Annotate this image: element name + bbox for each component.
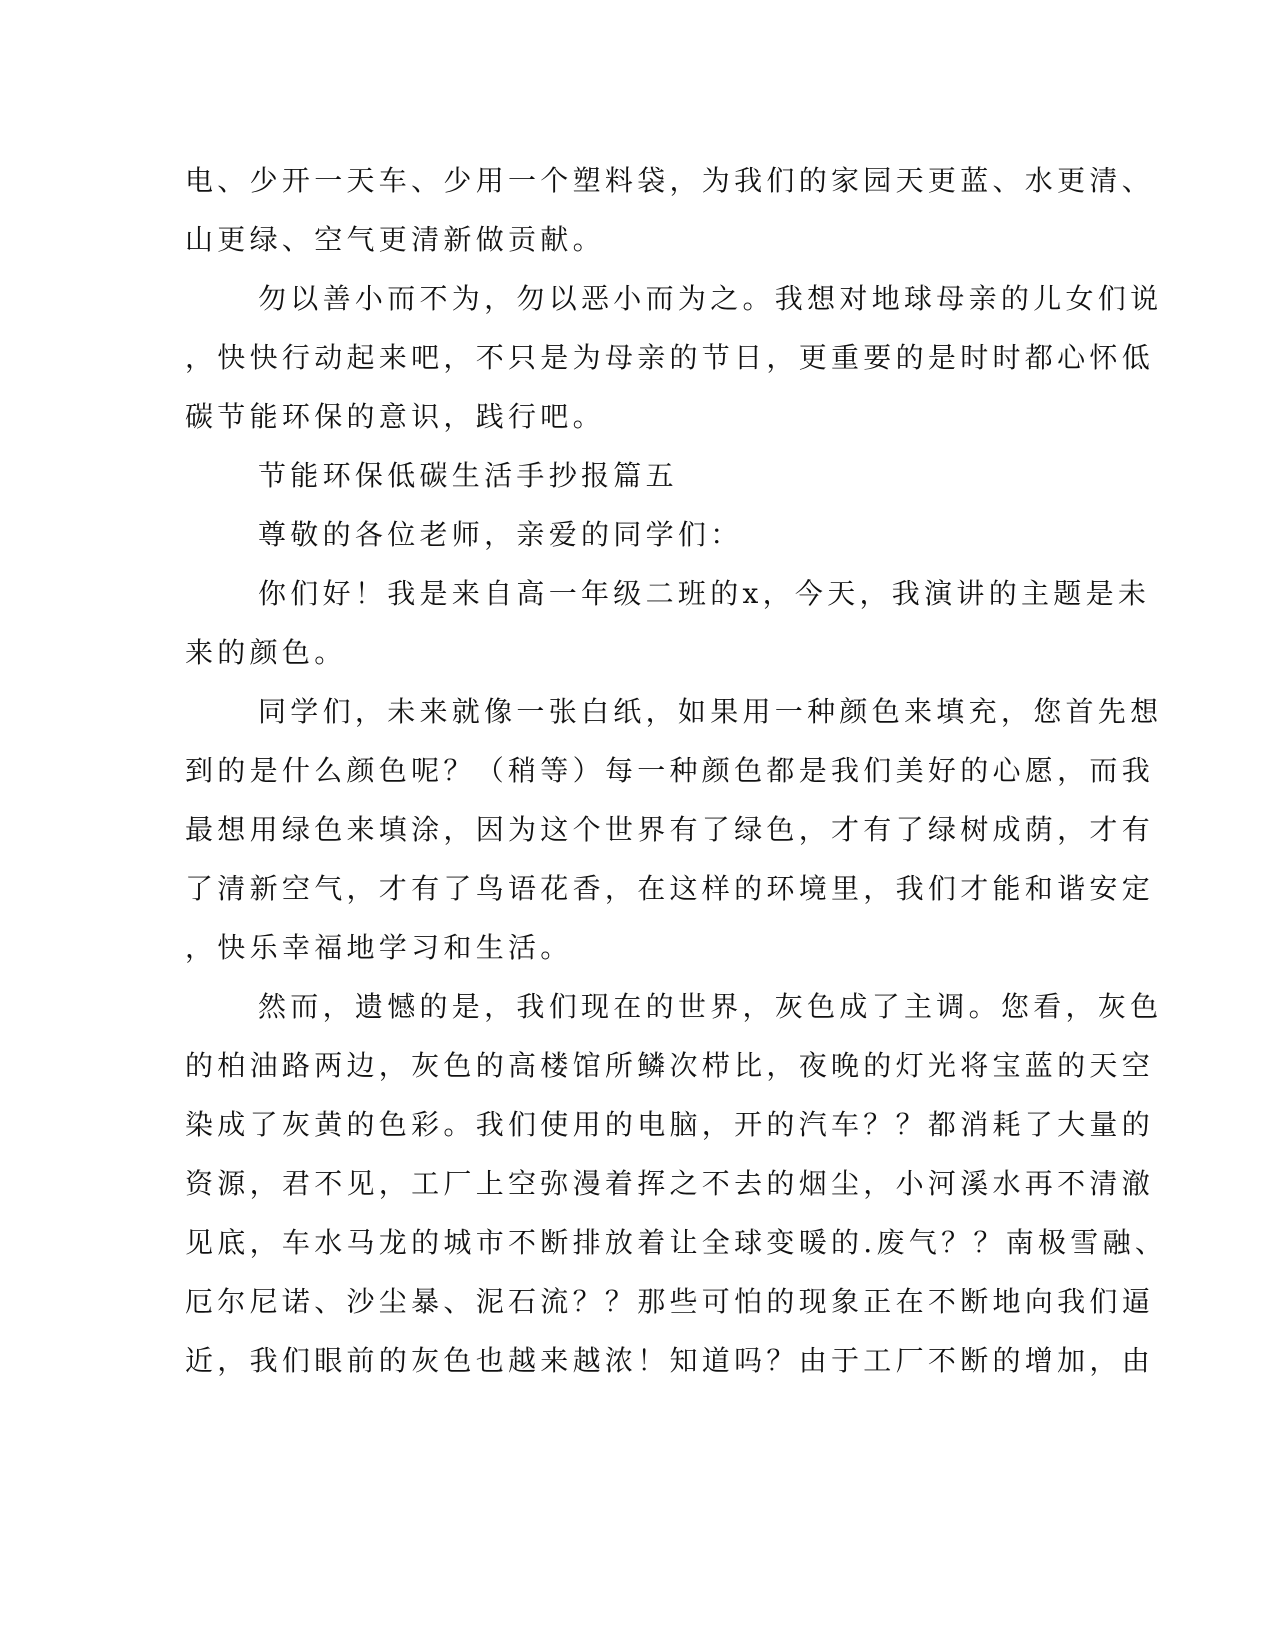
text-line: 了清新空气，才有了鸟语花香，在这样的环境里，我们才能和谐安定 (185, 872, 1155, 905)
paragraph-first-line: 你们好！我是来自高一年级二班的x，今天，我演讲的主题是未 (258, 577, 1151, 610)
text-line: ，快快行动起来吧，不只是为母亲的节日，更重要的是时时都心怀低 (185, 341, 1155, 374)
salutation: 尊敬的各位老师，亲爱的同学们： (258, 518, 743, 551)
text-line: 最想用绿色来填涂，因为这个世界有了绿色，才有了绿树成荫，才有 (185, 813, 1155, 846)
paragraph-first-line: 同学们，未来就像一张白纸，如果用一种颜色来填充，您首先想 (258, 695, 1163, 728)
text-line: 碳节能环保的意识，践行吧。 (185, 400, 605, 433)
text-line: 资源，君不见，工厂上空弥漫着挥之不去的烟尘，小河溪水再不清澈 (185, 1167, 1155, 1200)
text-line: 到的是什么颜色呢？（稍等）每一种颜色都是我们美好的心愿，而我 (185, 754, 1155, 787)
text-line: 见底，车水马龙的城市不断排放着让全球变暖的.废气？？南极雪融、 (185, 1226, 1168, 1259)
text-line: 山更绿、空气更清新做贡献。 (185, 223, 605, 256)
text-line: 电、少开一天车、少用一个塑料袋，为我们的家园天更蓝、水更清、 (185, 164, 1155, 197)
text-line: 近，我们眼前的灰色也越来越浓！知道吗？由于工厂不断的增加，由 (185, 1344, 1155, 1377)
paragraph-first-line: 然而，遗憾的是，我们现在的世界，灰色成了主调。您看，灰色 (258, 990, 1163, 1023)
paragraph-first-line: 勿以善小而不为，勿以恶小而为之。我想对地球母亲的儿女们说 (258, 282, 1163, 315)
text-line: 来的颜色。 (185, 636, 347, 669)
text-line: ，快乐幸福地学习和生活。 (185, 931, 573, 964)
text-line: 厄尔尼诺、沙尘暴、泥石流？？那些可怕的现象正在不断地向我们逼 (185, 1285, 1155, 1318)
text-line: 染成了灰黄的色彩。我们使用的电脑，开的汽车？？都消耗了大量的 (185, 1108, 1155, 1141)
section-heading: 节能环保低碳生活手抄报篇五 (258, 459, 678, 492)
text-line: 的柏油路两边，灰色的高楼馆所鳞次栉比，夜晚的灯光将宝蓝的天空 (185, 1049, 1155, 1082)
